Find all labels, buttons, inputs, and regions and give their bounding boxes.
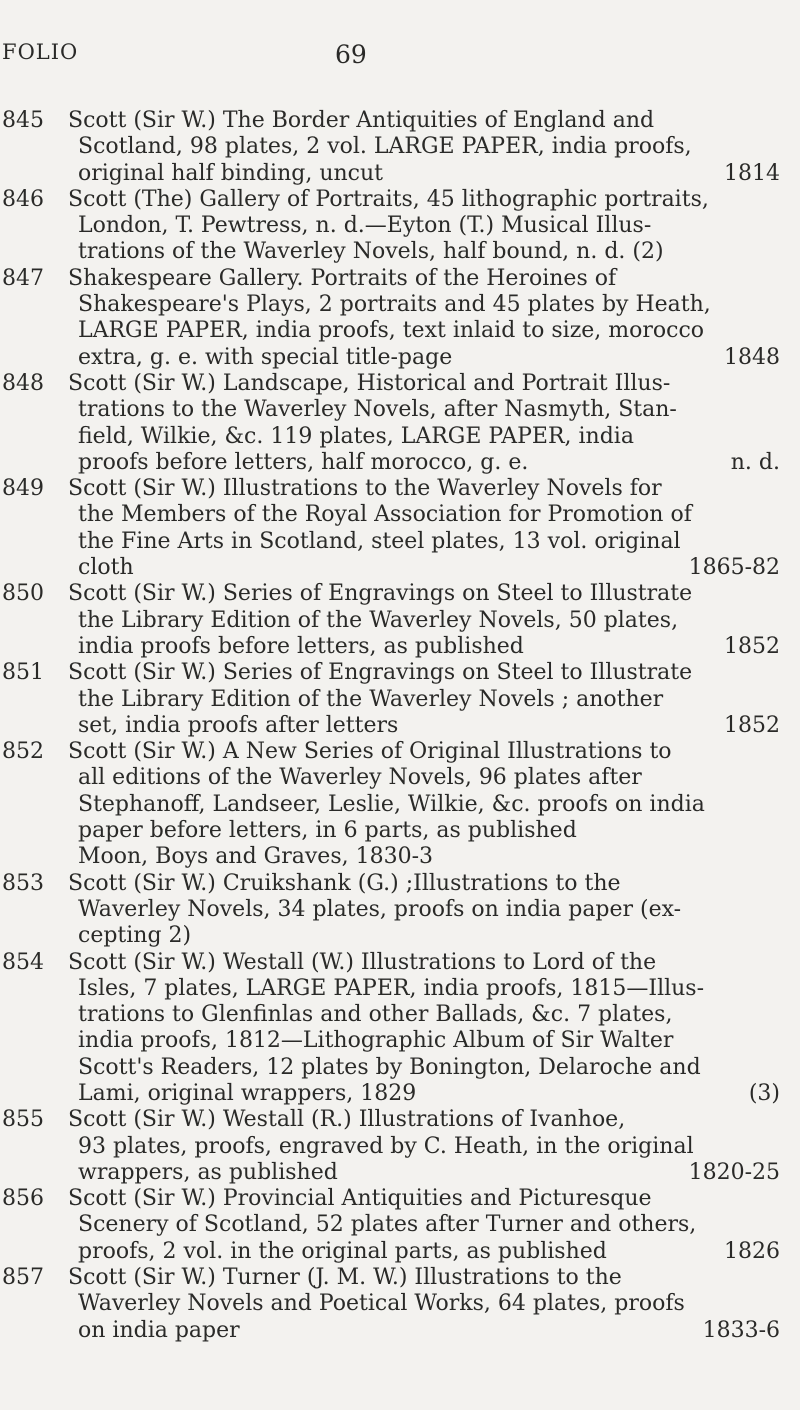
entry-line: LARGE PAPER, india proofs, text inlaid to size, morocco: [78, 318, 705, 344]
entry-line: Scott (Sir W.) Turner (J. M. W.) Illustrations to the: [68, 1265, 622, 1291]
entry-text: [68, 1265, 780, 1344]
entry-line: set, india proofs after letters 1852: [78, 712, 780, 738]
entry-line: Scott (Sir W.) The Border Antiquities of England and: [68, 108, 655, 133]
running-head: FOLIO: [2, 40, 79, 64]
entry-line: proofs, 2 vol. in the original parts, as published 1826: [78, 1238, 780, 1264]
entry-line: field, Wilkie, &c. 119 plates, LARGE PAPER, india: [78, 423, 634, 449]
entry-text: [68, 949, 780, 1108]
entry-line: trations to Glenfinlas and other Ballads, &c. 7 plates,: [78, 1002, 673, 1028]
entry-text: [68, 1107, 780, 1186]
entry-line: Scott (Sir W.) Westall (R.) Illustrations of Ivanhoe,: [68, 1107, 626, 1133]
entry-line: india proofs before letters, as published 1852: [78, 633, 780, 659]
lot-number: 856: [2, 1186, 44, 1212]
entry-line: cloth 1865-82: [78, 555, 780, 581]
entry-line: Scott (Sir W.) Westall (W.) Illustrations to Lord of the: [68, 949, 657, 975]
entry-date: 1826: [724, 1238, 780, 1264]
entry-date: 1865-82: [688, 555, 780, 581]
entry-line: original half binding, uncut 1814: [78, 160, 780, 186]
page-header: [0, 40, 800, 80]
entry-text: [68, 370, 780, 476]
entry-text: [68, 581, 780, 660]
entry-line: Scott (Sir W.) Series of Engravings on Steel to Illustrate: [68, 660, 693, 686]
entry-date: 1848: [724, 344, 780, 370]
entry-line: the Library Edition of the Waverley Novels, 50 plates,: [78, 607, 679, 633]
entry-text: [68, 265, 780, 371]
catalogue-entry: [0, 187, 800, 266]
entry-line: London, T. Pewtress, n. d.—Eyton (T.) Musical Illus-: [78, 213, 652, 239]
entry-line: Shakespeare Gallery. Portraits of the Heroines of: [68, 265, 617, 291]
entry-line: Moon, Boys and Graves, 1830-3: [78, 844, 434, 870]
entry-line: the Members of the Royal Association for Promotion of: [78, 502, 692, 528]
lot-number: 846: [2, 186, 44, 212]
catalogue-entry: [0, 950, 800, 1108]
entry-date: 1814: [724, 160, 780, 186]
entry-line: paper before letters, in 6 parts, as published: [78, 818, 577, 844]
lot-number: 854: [2, 949, 44, 975]
entry-line: all editions of the Waverley Novels, 96 plates after: [78, 765, 642, 791]
lot-number: 845: [2, 108, 44, 133]
entry-line: on india paper 1833-6: [78, 1317, 780, 1343]
entry-line: Scott (Sir W.) Cruikshank (G.) ;Illustrations to the: [68, 870, 621, 896]
entry-line: wrappers, as published 1820-25: [78, 1159, 780, 1185]
catalogue-entry: [0, 1107, 800, 1186]
catalogue-entry: [0, 476, 800, 581]
catalogue-entry: [0, 660, 800, 739]
entry-line: india proofs, 1812—Lithographic Album of Sir Walter: [78, 1028, 674, 1054]
entry-line: cepting 2): [78, 923, 192, 949]
entry-line: Waverley Novels, 34 plates, proofs on india paper (ex-: [78, 896, 682, 922]
entry-date: (3): [748, 1080, 780, 1106]
entry-date: 1820-25: [688, 1159, 780, 1185]
lot-number: 857: [2, 1265, 44, 1291]
entry-line: Scott (Sir W.) Series of Engravings on Steel to Illustrate: [68, 581, 693, 607]
lot-number: 849: [2, 476, 44, 502]
entry-line: Scott (Sir W.) Illustrations to the Waverley Novels for: [68, 476, 662, 502]
entry-line: Scott's Readers, 12 plates by Bonington, Delaroche and: [78, 1054, 701, 1080]
page-number: 69: [335, 40, 367, 69]
entry-text: [68, 870, 780, 950]
entry-line: Stephanoff, Landseer, Leslie, Wilkie, &c. proofs on india: [78, 791, 705, 817]
entry-date: n. d.: [730, 449, 780, 475]
entry-line: the Library Edition of the Waverley Novels ; another: [78, 686, 664, 712]
catalogue-entry: [0, 108, 800, 187]
catalogue-entry: [0, 1265, 800, 1344]
entry-line: Lami, original wrappers, 1829 (3): [78, 1080, 780, 1106]
entry-line: extra, g. e. with special title-page 1848: [78, 344, 780, 370]
entry-line: Shakespeare's Plays, 2 portraits and 45 plates by Heath,: [78, 292, 711, 318]
entry-line: Scott (The) Gallery of Portraits, 45 lithographic portraits,: [68, 186, 709, 212]
entry-date: 1852: [724, 712, 780, 738]
entry-text: [68, 739, 780, 870]
lot-number: 851: [2, 660, 44, 686]
entry-text: [68, 476, 780, 581]
entry-line: trations of the Waverley Novels, half bound, n. d. (2): [78, 239, 664, 265]
lot-number: 855: [2, 1107, 44, 1133]
entry-line: Scenery of Scotland, 52 plates after Turner and others,: [78, 1212, 697, 1238]
entry-date: 1833-6: [702, 1317, 780, 1343]
entry-text: [68, 108, 780, 187]
lot-number: 852: [2, 739, 44, 765]
lot-number: 853: [2, 870, 44, 896]
entry-text: [68, 660, 780, 739]
catalogue-entry: [0, 266, 800, 371]
catalogue-entry: [0, 1186, 800, 1265]
lot-number: 850: [2, 581, 44, 607]
entry-line: Scott (Sir W.) Provincial Antiquities and Picturesque: [68, 1186, 652, 1212]
entry-date: 1852: [724, 633, 780, 659]
entry-text: [68, 186, 780, 266]
entry-line: Scott (Sir W.) A New Series of Original Illustrations to: [68, 739, 672, 765]
entry-line: Isles, 7 plates, LARGE PAPER, india proofs, 1815—Illus-: [78, 975, 705, 1001]
catalogue-entry: [0, 739, 800, 870]
catalogue-entry: [0, 371, 800, 476]
entry-line: Scott (Sir W.) Landscape, Historical and Portrait Illus-: [68, 370, 671, 396]
catalogue-entry: [0, 581, 800, 660]
entry-line: Waverley Novels and Poetical Works, 64 plates, proofs: [78, 1291, 685, 1317]
entry-text: [68, 1186, 780, 1265]
lot-number: 847: [2, 265, 44, 291]
catalogue-entries: [0, 108, 800, 1344]
entry-line: 93 plates, proofs, engraved by C. Heath, in the original: [78, 1133, 694, 1159]
entry-line: proofs before letters, half morocco, g. e. n. d.: [78, 449, 780, 475]
entry-line: trations to the Waverley Novels, after Nasmyth, Stan-: [78, 397, 677, 423]
catalogue-entry: [0, 871, 800, 950]
entry-line: the Fine Arts in Scotland, steel plates, 13 vol. original: [78, 528, 681, 554]
lot-number: 848: [2, 370, 44, 396]
entry-line: Scotland, 98 plates, 2 vol. LARGE PAPER, india proofs,: [78, 134, 692, 160]
